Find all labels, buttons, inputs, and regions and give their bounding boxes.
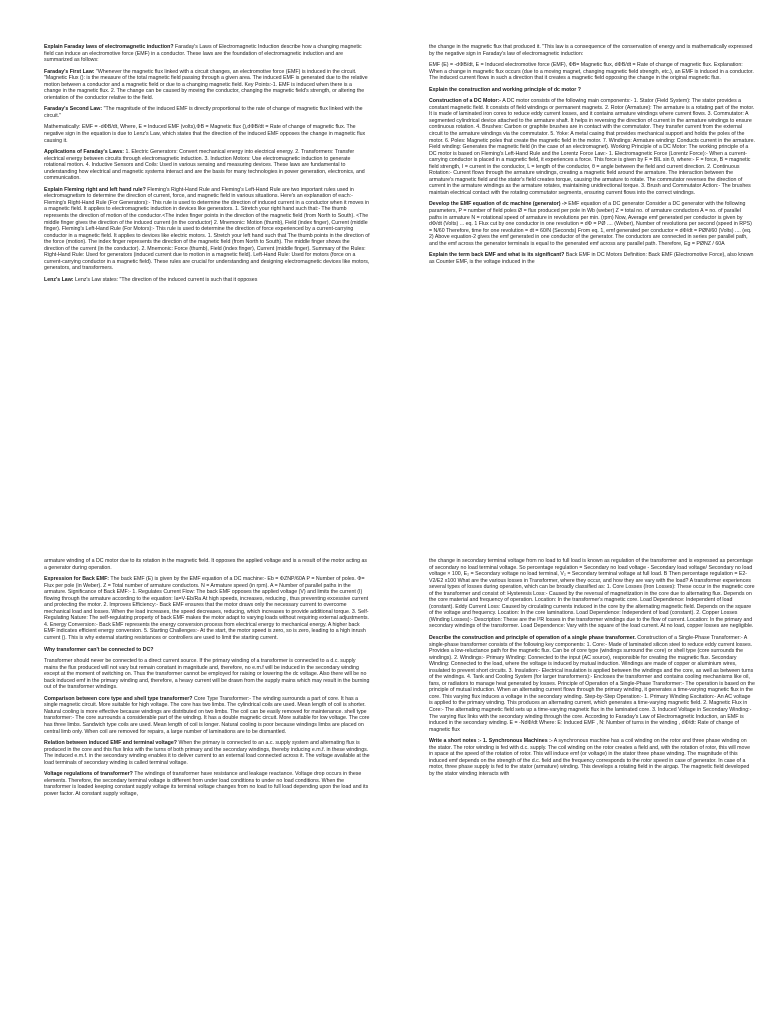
paragraph-text: "The magnitude of the induced EMF is directly proportional to the rate of change of magnetic flux linked with the circuit." [44, 106, 363, 119]
paragraph-heading: Develop the EMF equation of dc machine (generator) -> [429, 201, 567, 208]
paragraph-heading: Explain the construction and working principle of dc motor ? [429, 86, 581, 93]
paragraph [44, 576, 370, 641]
paragraph-text: Lenz's Law states: "The direction of the induced current is such that it opposes [73, 276, 258, 283]
paragraph [429, 62, 755, 82]
paragraph [44, 149, 370, 182]
paragraph [44, 771, 370, 797]
paragraph-text: A DC motor consists of the following main components:- 1. Stator (Field System): The stator provides a constant magnetic field. It consists of field windings or permanent magnets. 2. Rotor (Armature): The armature is a rotating part of the motor. It is made of laminated iron cores to reduce eddy current losses, and it contains armature windings where current flows. 3. Commutator: A segmented cylindrical device attached to the armature shaft. It helps in reversing the direction of current in the armature windings to ensure continuous rotation. 4. Brushes: Carbon or graphite brushes are in contact with the commutator. They transfer current from the external circuit to the armature windings via the commutator. 5. Yoke: A metal casing that provides mechanical support and holds the poles of the motor. 6. Poles: Magnetic poles that create the magnetic field in the motor. 7. Windings: Armature winding: Conducts current in the armature. Field winding: Generates the magnetic field (in the case of an electromagnet). Working Principle of a DC Motor: The working principle of a DC motor is based on Fleming's Left-Hand Rule and the Lorentz Force Law:- 1. Electromagnetic Force (Lorentz Force):- When a current-carrying conductor is placed in a magnetic field, it experiences a force. This force is given by F = BIL sin θ, where:- F = force, B = magnetic field strength, I = current in the conductor, L = length of the conductor, θ = angle between the field and current direction. 2. Continuous Rotation:- Current flows through the armature windings, creating a magnetic field around the armature. The interaction between the armature's magnetic field and the stator's field creates torque, causing the armature to rotate. The commutator reverses the direction of current in the armature windings as the armature rotates, maintaining unidirectional torque. 3. Brush and Commutator Action:- The brushes maintain electrical contact with the rotating commutator segments, ensuring current flows into the correct windings. [429, 98, 755, 196]
paragraph-text: Fleming's Right-Hand Rule and Fleming's Left-Hand Rule are two important rules used in electromagnetism to determine the direction of current, force, and magnetic field in various situations. Here's an explanation of each:- Fleming's Right-Hand Rule (For Generators):- This rule is used to determine the direction of induced current in a conductor when it moves in a magnetic field. It applies to electromagnetic induction in devices like generators. 1. Stretch your right hand such that:- The thumb represents the direction of motion of the conductor.<The index finger points in the direction of the magnetic field (from North to South). <The middle finger gives the direction of the induced current (in the conductor) 2. Mnemonic: Motion (thumb), Field (index finger), Current (middle finger). Fleming's Left-Hand Rule (For Motors):- This rule is used to determine the direction of force experienced by a current-carrying conductor in a magnetic field. It applies to devices like electric motors. 1. Stretch your left hand such that The thumb points in the direction of the force (motion). The index finger represents the direction of the magnetic field (from North to South). The middle finger shows the direction of the current (in the conductor). 2. Mnemonic: Force (thumb), Field (index finger), Current (middle finger). Summary of the Rules: Right-Hand Rule: Used for generators (induced current due to motion in a magnetic field). Left-Hand Rule: Used for motors (force on a current-carrying conductor in a magnetic field). These rules are crucial for understanding and designing electromagnetic devices like motors, generators, and transformers. [44, 186, 370, 272]
paragraph-text: Faraday's Laws of Electromagnetic Induction describe how a changing magnetic field can induce an electromotive force (EMF) in a conductor. These laws are the foundation of electromagnetic induction and are summarized as follows: [44, 44, 362, 64]
paragraph-text: the change in secondary terminal voltage from no load to full load is known as regulation of the transformer and is expressed as percentage of secondary no load terminal voltage. So percentage regulation = Secondary no load voltage - Secondary load voltage/ Secondary no load voltage × 100, E₂ = Secondary voltage no load terminal, V₂ = Secondary terminal voltage at full load. B Then percentage regulation = E2-V2/E2 x100 What are the various losses in Transformer, where they occur, and how they are vary with the load? A transformer experiences several types of losses during operation, which can be broadly classified as: 1. Core Losses (Iron Losses): These occur in the magnetic core of the transformer and consist of: Hysteresis Loss:- Caused by the reversal of magnetization in the core due to alternating flux. Depends on the core material and frequency of operation. Location: In the transformer's magnetic core. Load Dependence: Independent of load (constant). Eddy Current Loss: Caused by circulating currents induced in the core by the alternating magnetic field. Depends on the square of the voltage and frequency. Location: In the core laminations. Load Dependence: Independent of load (constant). 2. Copper Losses (Winding Losses):- Description: These are the I²R losses in the transformer windings due to the flow of current. Location: In the primary and secondary windings of the transformer. Load Dependence: Vary with the square of the load current. At no load, copper losses are negligible. [429, 558, 755, 630]
paragraph-text: EMF (E) = -dΦB/dt, E = Induced electromotive force (EMF), ΦB= Magnetic flux, dΦB/dt = Rate of change of magnetic flux. Explanation: When a change in magnetic flux occurs (due to a moving magnet, changing magnetic field strength, etc.), an EMF is induced in a conductor. The induced current flows in such a direction that it creates a magnetic field opposing the change in the original magnetic flux. [429, 62, 754, 82]
paragraph [44, 69, 370, 102]
paragraph [44, 277, 370, 284]
paragraph-text: Construction of a Single-Phase Transformer:- A single-phase transformer consists of the following key components: 1. Core:- Made of laminated silicon steel to reduce eddy current losses. Provides a low-reluctance path for the magnetic flux. Can be of core type (windings surround the core) or shell type (core surrounds the windings). 2. Windings:- Primary Winding: Connected to the input (AC source), responsible for creating the magnetic flux. Secondary Winding: Connected to the load, where the voltage is induced by mutual induction. Windings are made of copper or aluminium wires, insulated to prevent short circuits. 3. Insulation:- Electrical insulation is applied between the windings and the core, as well as between turns of the windings. 4. Tank and Cooling System (for larger transformers):- Encloses the transformer and contains cooling mechanisms like oil, fans, or radiators to manage heat generated by losses. Principle of Operation of a Single-Phase Transformer:- The operation is based on the principle of mutual induction. When an alternating current flows through the primary winding, it generates a time-varying magnetic flux in the core. This varying flux induces a voltage in the secondary winding. Step-by-Step Operation:- 1. Primary Winding Excitation:- An AC voltage is applied to the primary winding. This produces an alternating current, which generates a time-varying magnetic field. 2. Magnetic Flux in Core:- The alternating magnetic field sets up a time-varying magnetic flux in the laminated core. 3. Induced Voltage in Secondary Winding:- The varying flux links with the secondary winding through the core. According to Faraday's Law of Electromagnetic Induction, an EMF is induced in the secondary winding. E = -NdΦ/dt Where: E: Induced EMF , N: Number of turns in the winding , dΦ/dt: Rate of change of magnetic flux [429, 635, 755, 733]
paragraph-heading: Applications of Faraday's Laws: [44, 149, 125, 156]
paragraph-heading: Explain the term back EMF and what is its significant? [429, 252, 565, 259]
paragraph [429, 635, 755, 733]
paragraph-heading: Write a short notes :- 1. Synchronous Machines :- [429, 738, 553, 745]
paragraph-text: When the primary is connected to an a.c. supply system and alternating flux is produced in the core and this flux links with the turns of both primary and the secondary windings, thereby inducing e.m.f. in these windings. The induced e.m.f. in the secondary winding enables it to deliver current to an external load connected across it. The voltage available at the load terminals of secondary winding is called terminal voltage. [44, 740, 370, 766]
paragraph-text: A synchronous machine has a coil winding on the rotor and three phase winding on the stator. The rotor winding is fed with d.c. supply. The coil winding on the rotor creates a field and, with the rotation of rotor, this will move in space at the speed of the rotation of rotor. This will induce emf (or voltage) in the stator three phase winding. The magnitude of this induced emf depends on the strength of the d.c. field and the frequency corresponds to the rotor speed in case of generator. In case of a motor, three phase supply is fed to the stator (armature) winding. This develops a rotating field in the airgap. The magnetic field developed by the stator winding interacts with [429, 738, 750, 777]
page-bottom [0, 512, 768, 1024]
paragraph-text: Back EMF in DC Motors Definition: Back EMF (Electromotive Force), also known as Counter EMF, is the voltage induced in the [429, 252, 754, 265]
paragraph-text: The windings of transformer have resistance and leakage reactance. Voltage drop occurs in these elements. Therefore, the secondary terminal voltage is different from under load conditions to under no load conditions. When the transformer is loaded keeping constant supply voltage its terminal voltage changes from no load to full load depending upon the load and its power factor. At constant supply voltage, [44, 771, 369, 797]
paragraph-heading: Relation between induced EMF and terminal voltage? [44, 740, 178, 747]
paragraph-heading: Why transformer can't be connected to DC? [44, 646, 154, 653]
paragraph-text: 1. Electric Generators: Convert mechanical energy into electrical energy. 2. Transformers: Transfer electrical energy between circuits through electromagnetic induction. 3. Induction Motors: Use electromagnetic induction to generate rotational motion. 4. Inductive Sensors and Coils: Used in various sensing and measuring devices. These laws are fundamental to understanding how electrical and magnetic systems interact and are the basis for many technologies in power generation, electronics, and communication. [44, 149, 365, 182]
paragraph-heading: Describe the construction and principle of operation of a single phase transformer. [429, 635, 636, 642]
paragraph-text: Transformer should never be connected to a direct current source. If the primary winding of a transformer is connected to a d.c. supply mains the flux produced will not vary but remain constant in magnitude and, therefore, no e.m.f will be induced in the secondary winding except at the moment of switching on. Thus the transformer cannot be employed for raising or lowering the dc voltage. Also there will be no back induced emf in the primary winding and, therefore, a heavy current will be drawn from the supply mains which may result in the burning out of the transformer windings. [44, 658, 370, 691]
top-left-column [44, 44, 370, 464]
paragraph-text: The back EMF (E) is given by the EMF equation of a DC machine:- Eb = ΦZNP/60A P = Number of poles. Φ= Flux per pole (in Weber). Z = Total number of armature conductors. N = Armature speed (in rpm). A = Number of parallel paths in the armature. Significance of Back EMF:- 1. Regulates Current Flow: The back EMF opposes the applied voltage (V) and limits the current (I) flowing through the armature according to the equation: Ia=V-Eb/Ra At high speeds, increases, reducing , thus preventing excessive current and protecting the motor. 2. Improves Efficiency:- Back EMF ensures that the motor draws only the necessary current to overcome mechanical load and losses. When the load increases, the speed decreases, reducing, which increases to provide additional torque. 3. Self-Regulating Nature: The self-regulating property of back EMF makes the motor adapt to varying loads without requiring external adjustments. 4. Energy Conversion:- Back EMF represents the energy conversion process from electrical energy to mechanical energy. A higher back EMF indicates efficient energy conversion. 5. Starting Challenges:- At the start, the motor speed is zero, so is zero, leading to a high inrush current (). This is why external starting resistances or controllers are used to limit the starting current. [44, 576, 369, 642]
top-right-column [429, 44, 755, 456]
paragraph-text: armature winding of a DC motor due to its rotation in the magnetic field. It opposes the applied voltage and is a result of the motor acting as a generator during operation. [44, 558, 368, 571]
paragraph-heading: Explain Faraday laws of electromagnetic induction? [44, 44, 174, 50]
paragraph-heading: Construction of a DC Motor:- [429, 98, 502, 105]
paragraph-heading: Faraday's Second Law: [44, 106, 103, 113]
paragraph-heading: Faraday's First Law: [44, 68, 95, 75]
paragraph-text: "Whenever the magnetic flux linked with a circuit changes, an electromotive force (EMF) is induced in the circuit. "Magnetic Flux (): is the measure of the total magnetic field passing through a given area. The induced EMF is generated due to the relative motion between a conductor and a magnetic field or due to a changing magnetic field. Key Points:-1. EMF is induced when there is a change in the magnetic flux. 2. The change can be caused by moving the conductor, changing the magnetic field's strength, or altering the orientation of the conductor relative to the field. [44, 68, 368, 101]
paragraph-text: the change in the magnetic flux that produced it. "This law is a consequence of the conservation of energy and is mathematically expressed by the negative sign in Faraday's law of electromagnetic induction: [429, 44, 753, 57]
paragraph [44, 558, 370, 571]
paragraph [429, 44, 755, 57]
paragraph-text: EMF equation of a DC generator Consider a DC generator with the following parameters, P = number of field poles Ø = flux produced per pole in Wb (weber) Z = total no. of armature conductors A = no. of parallel paths in armature N = rotational speed of armature in revolutions per min. (rpm) Now, Average emf generated per conductor is given by dΦ/dt (Volts) ... eq. 1 Flux cut by one conductor in one revolution = dΦ = PØ .... (Weber), Number of revolutions per second (speed in RPS) = N/60 Therefore, time for one revolution = dt = 60/N (Seconds) From eq. 1, emf generated per conductor = dΦ/dt = PØN/60 (Volts) .... (eq. 2) Above equation-2 gives the emf generated in one conductor of the generator. The conductors are connected in series per parallel path, and the emf across the generator terminals is equal to the generated emf across any parallel path. Therefore, Eg = PØNZ / 60A [429, 201, 752, 247]
paragraph-heading: Comparison between core type and shell type transformer? [44, 695, 193, 702]
paragraph [429, 201, 755, 247]
paragraph-heading: Voltage regulations of transformer? [44, 771, 133, 778]
paragraph [44, 647, 370, 654]
paragraph-heading: Lenz's Law: [44, 276, 74, 283]
bottom-left-column [44, 558, 370, 998]
paragraph-heading: Explain Fleming right and left hand rule? [44, 186, 146, 193]
paragraph [44, 658, 370, 691]
paragraph-heading: Expression for Back EMF: [44, 576, 110, 583]
paragraph [44, 124, 370, 144]
paragraph [44, 106, 370, 119]
paragraph-text: Mathematically: EMF = -dΦB/dt, Where, E = Induced EMF (volts),ΦB = Magnetic flux (),dΦB/dt = Rate of change of magnetic flux. The negative sign in the equation is due to Lenz's Law, which states that the direction of the induced EMF opposes the change in magnetic flux causing it. [44, 124, 366, 144]
paragraph-text: Core Type Transformer:- The winding surrounds a part of core. It has a single magnetic circuit. More suitable for high voltage. The core has two limbs. The cylindrical coils are used. Mean length of coil is shorter. Natural cooling is more effective because windings are distributed on two limbs. The coil can be easily removed for maintenance. shell type transformer:- The core surrounds a considerable part of the winding. It has a double magnetic circuit. More suitable for low voltage. The core has three limbs. Sandwich type coils are used. Mean length of coil is longer. Natural cooling is poor because windings limbs are placed on central limb only. When coil are removed for repairs, a large number of laminations are to be dismantled. [44, 695, 370, 735]
paragraph [44, 740, 370, 766]
paragraph [429, 738, 755, 777]
paragraph [429, 252, 755, 265]
paragraph [44, 696, 370, 735]
paragraph [429, 558, 755, 630]
paragraph [429, 87, 755, 94]
paragraph [44, 187, 370, 272]
paragraph [429, 98, 755, 196]
bottom-right-column [429, 558, 755, 1018]
paragraph [44, 44, 370, 64]
